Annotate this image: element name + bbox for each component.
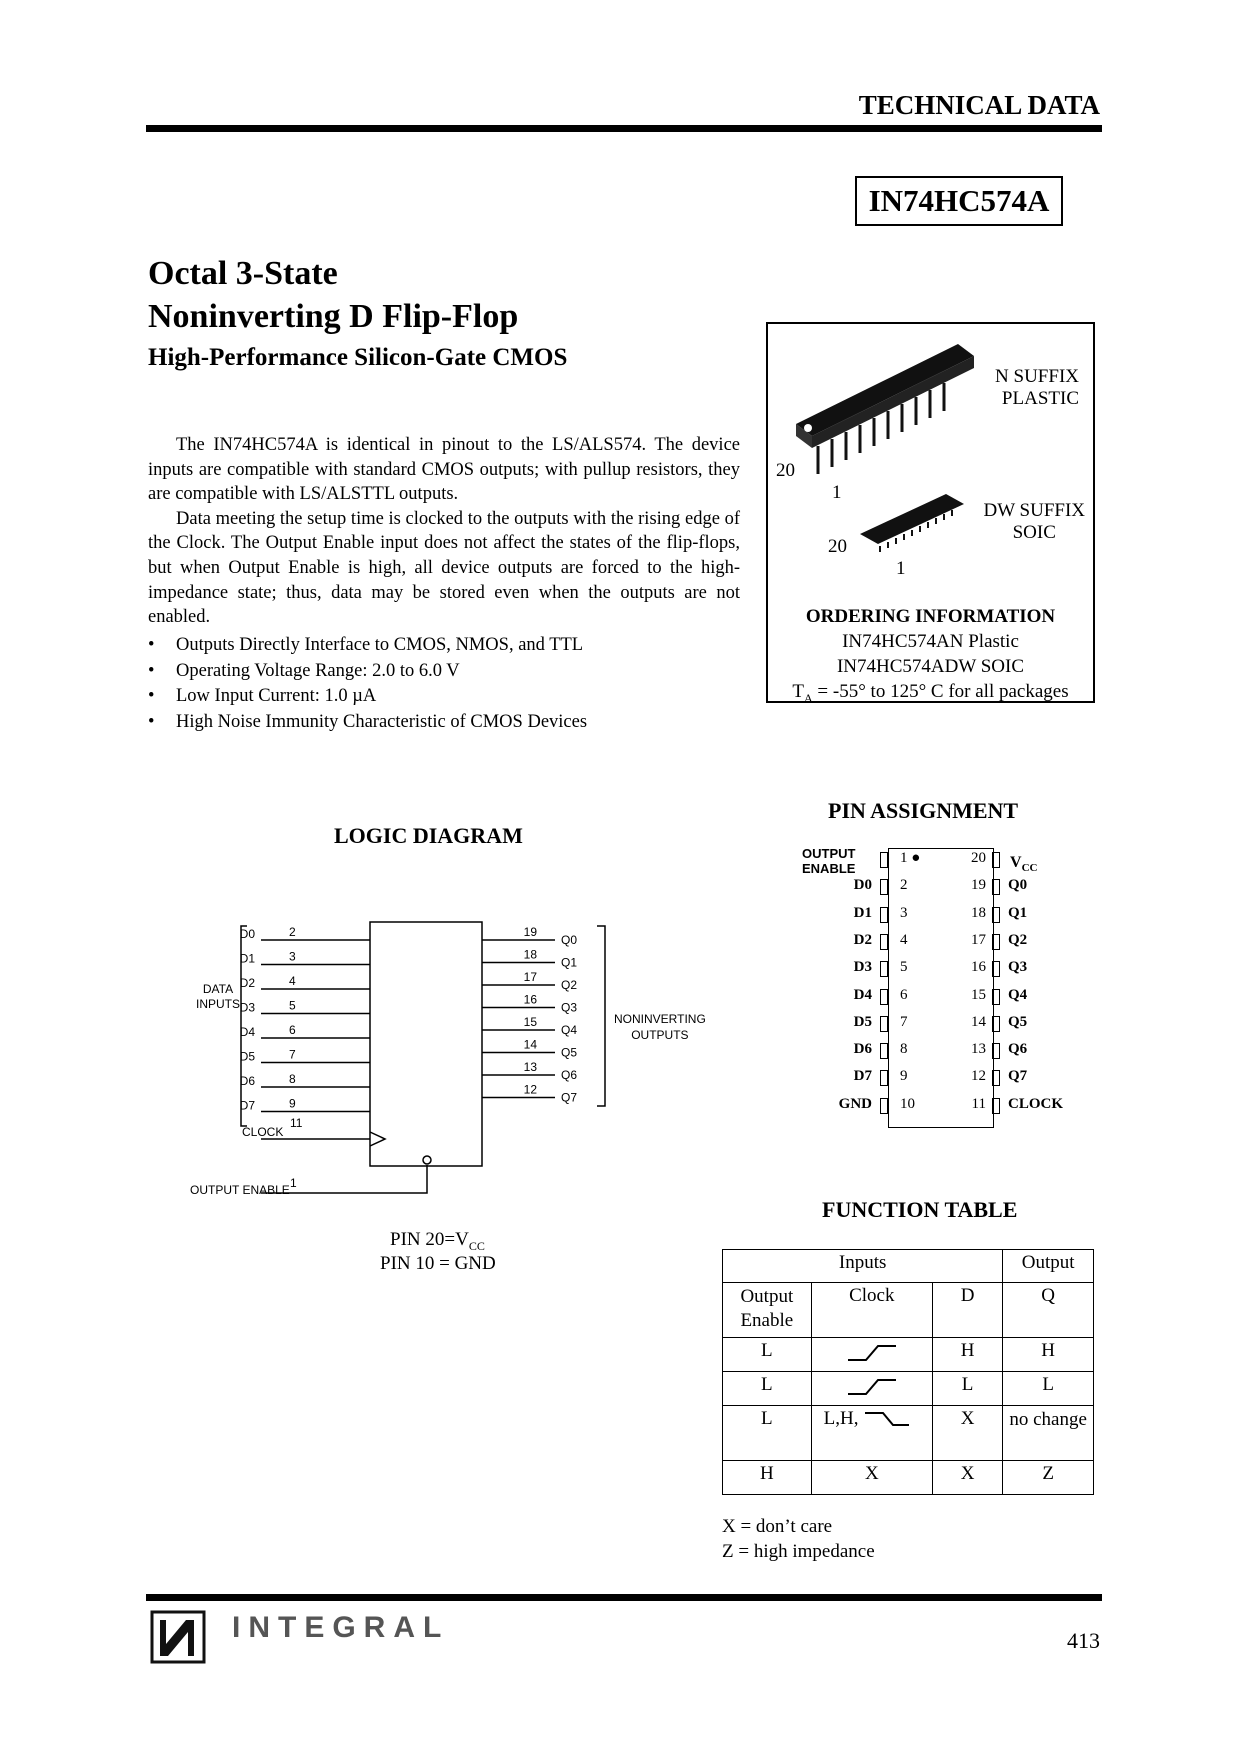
right-pin-name: Q3 <box>1008 959 1028 976</box>
left-pin-number: 4 <box>900 931 908 948</box>
left-pin-name: D4 <box>853 986 872 1003</box>
input-pin-number: 8 <box>289 1072 296 1086</box>
left-pin-number: 5 <box>900 959 908 976</box>
note-high-impedance: Z = high impedance <box>722 1541 875 1562</box>
clock-pin-number: 11 <box>290 1116 303 1130</box>
right-pin-name: Q7 <box>1008 1068 1028 1085</box>
logic-diagram <box>185 910 715 1210</box>
output-enable-pin-number: 1 <box>290 1176 297 1190</box>
column-clock: Clock <box>811 1283 932 1338</box>
output-enable-label: OUTPUT ENABLE <box>190 1183 290 1197</box>
rising-edge-icon <box>811 1372 932 1406</box>
output-pin-number: 14 <box>523 1037 537 1052</box>
title-line-2: Noninverting D Flip-Flop <box>148 298 519 335</box>
pin-stub <box>880 989 888 1005</box>
pin-stub <box>880 907 888 923</box>
pin-stub <box>992 989 1000 1005</box>
pin-stub <box>992 907 1000 923</box>
input-name-d6: D6 <box>239 1074 255 1088</box>
left-pin-number: 7 <box>900 1013 908 1030</box>
pin-stub <box>992 1016 1000 1032</box>
output-name-q2: Q2 <box>561 978 578 992</box>
pin-stub <box>992 1070 1000 1086</box>
left-pin-name: D2 <box>853 931 872 948</box>
table-row: L L L <box>723 1372 1094 1406</box>
logic-diagram-title: LOGIC DIAGRAM <box>334 823 523 848</box>
pin-note-gnd: PIN 10 = GND <box>380 1253 496 1274</box>
output-name-q3: Q3 <box>561 1000 578 1015</box>
right-pin-number: 18 <box>971 904 986 921</box>
left-pin-number: 10 <box>900 1095 915 1112</box>
output-pin-number: 13 <box>523 1060 537 1074</box>
page-number: 413 <box>1067 1628 1100 1653</box>
left-pin-number: 3 <box>900 904 908 921</box>
table-row: L H H <box>723 1338 1094 1372</box>
input-name-d2: D2 <box>239 976 255 990</box>
feature-list <box>148 633 587 735</box>
left-pin-number: 8 <box>900 1041 908 1058</box>
column-q: Q <box>1003 1283 1094 1338</box>
left-pin-number: 6 <box>900 986 908 1003</box>
right-pin-number: 13 <box>971 1041 986 1058</box>
function-table-title: FUNCTION TABLE <box>822 1197 1018 1222</box>
description <box>148 433 740 630</box>
pin-stub <box>880 1016 888 1032</box>
input-pin-number: 9 <box>289 1096 296 1111</box>
pin-20-name: $V_{CC}$ <box>1010 854 1038 875</box>
output-name-q0: Q0 <box>561 933 578 947</box>
function-table-notes <box>722 1514 875 1564</box>
pin-stub <box>992 934 1000 950</box>
input-name-d3: D3 <box>239 1000 255 1015</box>
table-row: L L,H, X no change <box>723 1406 1094 1461</box>
dip-pin-20-label: 20 <box>776 460 795 481</box>
right-pin-number: 15 <box>971 986 986 1003</box>
output-name-q5: Q5 <box>561 1045 578 1060</box>
part-number: IN74HC574A <box>855 176 1063 226</box>
pin-1-name: OUTPUT ENABLE <box>802 846 856 876</box>
pin-row <box>700 932 1120 950</box>
ordering-line-1: IN74HC574AN Plastic <box>842 631 1019 652</box>
output-pin-number: 19 <box>523 925 537 939</box>
left-pin-name: D6 <box>853 1041 872 1058</box>
right-pin-number: 14 <box>971 1013 986 1030</box>
pin-row <box>700 850 1120 868</box>
top-rule <box>146 125 1102 132</box>
header-inputs: Inputs <box>723 1250 1003 1283</box>
ordering-information <box>768 604 1093 711</box>
pin-row <box>700 877 1120 895</box>
output-pin-number: 18 <box>523 947 537 962</box>
column-output-enable: Output Enable <box>723 1283 812 1338</box>
output-pin-number: 16 <box>523 992 537 1007</box>
input-pin-number: 6 <box>289 1023 296 1037</box>
pin-stub <box>880 1098 888 1114</box>
pin-row <box>700 1014 1120 1032</box>
left-pin-name: D0 <box>853 877 872 894</box>
right-pin-number: 20 <box>971 850 986 866</box>
input-pin-number: 2 <box>289 925 296 939</box>
output-pin-number: 12 <box>523 1082 537 1097</box>
input-pin-number: 4 <box>289 974 296 988</box>
right-pin-name: Q6 <box>1008 1041 1028 1058</box>
right-pin-number: 12 <box>971 1068 986 1085</box>
pin-stub <box>880 961 888 977</box>
pin-row <box>700 1041 1120 1059</box>
output-name-q7: Q7 <box>561 1090 578 1105</box>
left-pin-name: D5 <box>853 1013 872 1030</box>
dip-pin-1-label: 1 <box>832 482 842 503</box>
falling-edge-icon <box>859 1409 913 1431</box>
pin-row <box>700 959 1120 977</box>
pin-stub <box>880 934 888 950</box>
clock-label: CLOCK <box>242 1125 284 1139</box>
pin-stub <box>880 879 888 895</box>
pin-row <box>700 1068 1120 1086</box>
feature-item: • Outputs Directly Interface to CMOS, NMOS, and TTL <box>148 633 587 659</box>
input-name-d0: D0 <box>239 927 255 941</box>
description-p2: Data meeting the setup time is clocked to the outputs with the rising edge of the Clock. The Output Enable input does not affect the states of the flip-flops, but when Output Enable is high, all device outputs are forced to the high-impedance state; thus, data may be stored even when the outputs are not enabled. <box>148 508 740 628</box>
pin-stub <box>992 961 1000 977</box>
output-name-q1: Q1 <box>561 955 578 970</box>
rising-edge-icon <box>811 1338 932 1372</box>
left-pin-name: D7 <box>853 1068 872 1085</box>
ordering-title: ORDERING INFORMATION <box>805 606 1056 627</box>
column-d: D <box>932 1283 1002 1338</box>
subtitle: High-Performance Silicon-Gate CMOS <box>148 344 568 371</box>
left-pin-number: 9 <box>900 1068 908 1085</box>
table-row: H X X Z <box>723 1461 1094 1495</box>
description-p1: The IN74HC574A is identical in pinout to the LS/ALS574. The device inputs are compatible with standard CMOS outputs; with pullup resistors, they are compatible with LS/ALSTTL outputs. <box>148 435 740 505</box>
pin-stub <box>880 852 888 868</box>
output-pin-number: 17 <box>523 970 537 984</box>
header-label: TECHNICAL DATA <box>858 90 1100 120</box>
right-pin-number: 11 <box>971 1095 986 1112</box>
ordering-line-2: IN74HC574ADW SOIC <box>836 656 1024 677</box>
package-box <box>766 322 1095 703</box>
brand-name: INTEGRAL <box>232 1611 450 1644</box>
input-pin-number: 5 <box>289 998 296 1013</box>
pin-stub <box>992 879 1000 895</box>
pin-stub <box>992 1043 1000 1059</box>
right-pin-name: Q2 <box>1008 931 1028 948</box>
right-pin-number: 19 <box>971 877 986 894</box>
pin-stub <box>992 852 1000 868</box>
left-pin-name: D3 <box>853 959 872 976</box>
note-dont-care: X = don’t care <box>722 1516 833 1537</box>
pin-row <box>700 987 1120 1005</box>
feature-item: • Low Input Current: 1.0 µA <box>148 684 587 710</box>
noninverting-outputs-label: NONINVERTING OUTPUTS <box>614 1012 706 1042</box>
right-pin-number: 16 <box>971 959 986 976</box>
feature-item: • High Noise Immunity Characteristic of CMOS Devices <box>148 710 587 736</box>
input-name-d1: D1 <box>239 951 255 966</box>
output-name-q6: Q6 <box>561 1068 578 1082</box>
title-line-1: Octal 3-State <box>148 255 338 292</box>
right-pin-number: 17 <box>971 931 986 948</box>
bottom-rule <box>146 1594 1102 1601</box>
pin-stub <box>992 1098 1000 1114</box>
left-pin-name: D1 <box>853 904 872 921</box>
header-output: Output <box>1003 1250 1094 1283</box>
right-pin-name: Q1 <box>1008 904 1028 921</box>
right-pin-name: Q4 <box>1008 986 1028 1003</box>
function-table <box>722 1249 1094 1495</box>
feature-item: • Operating Voltage Range: 2.0 to 6.0 V <box>148 659 587 685</box>
output-pin-number: 15 <box>523 1015 537 1029</box>
pin-assignment-title: PIN ASSIGNMENT <box>828 798 1019 823</box>
left-pin-name: GND <box>838 1095 872 1112</box>
n-suffix-label: N SUFFIX PLASTIC <box>995 366 1079 409</box>
right-pin-name: Q5 <box>1008 1013 1028 1030</box>
pin-row <box>700 905 1120 923</box>
pin-stub <box>880 1070 888 1086</box>
right-pin-name: CLOCK <box>1008 1095 1064 1112</box>
pin-note-vcc: PIN $20=V_{CC}$ <box>390 1229 485 1253</box>
left-pin-number: 2 <box>900 877 908 894</box>
temperature-range: $T_A = -55^\circ$ to 125° C for all packages <box>792 681 1069 705</box>
left-pin-number: 1 ● <box>900 850 921 866</box>
dw-suffix-label: DW SUFFIX SOIC <box>983 500 1085 543</box>
integral-logo-icon <box>150 1610 206 1664</box>
input-pin-number: 7 <box>289 1047 296 1062</box>
soic-pin-20-label: 20 <box>828 536 847 557</box>
pin-stub <box>880 1043 888 1059</box>
input-name-d4: D4 <box>239 1025 255 1039</box>
input-name-d7: D7 <box>239 1098 255 1113</box>
right-pin-name: Q0 <box>1008 877 1028 894</box>
output-name-q4: Q4 <box>561 1023 578 1037</box>
soic-pin-1-label: 1 <box>896 558 906 579</box>
pin-row <box>700 1096 1120 1114</box>
input-pin-number: 3 <box>289 949 296 964</box>
data-inputs-label: DATA INPUTS <box>196 982 241 1011</box>
input-name-d5: D5 <box>239 1049 255 1064</box>
